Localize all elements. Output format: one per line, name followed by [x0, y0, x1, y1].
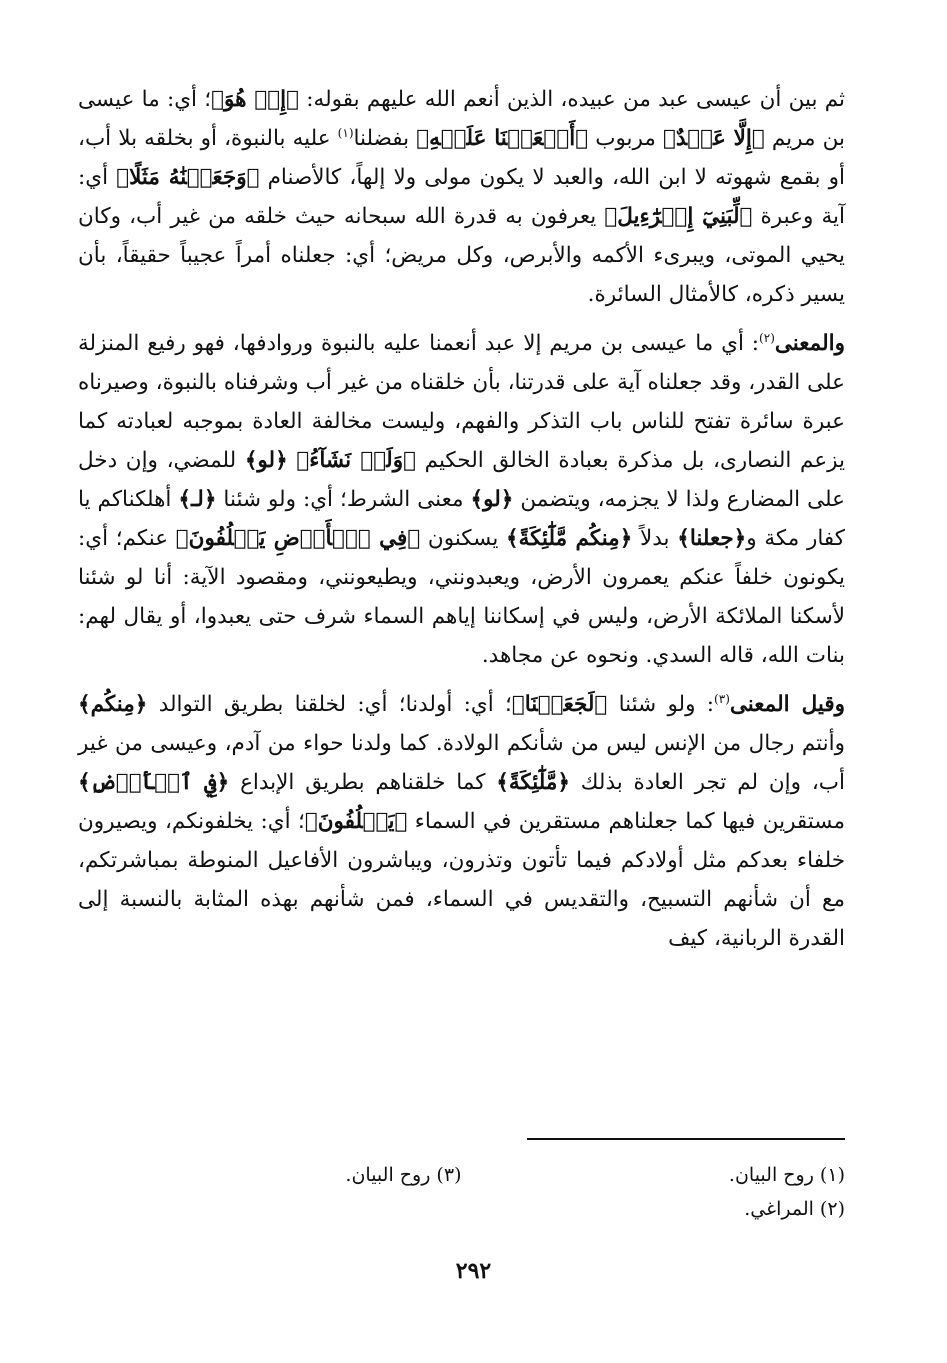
footnote-2: (٢) المراغي.: [744, 1198, 845, 1220]
quran-verse: ﴿لِّبَنِيٓ إِسۡرَٰٓءِيلَ﴾: [604, 204, 753, 229]
text-segment: يسكنون: [420, 526, 507, 551]
text-segment: بدلاً: [632, 526, 678, 551]
quran-verse: ﴿فِي ٱلۡأَرۡضِ يَخۡلُفُونَ﴾: [175, 526, 421, 551]
text-segment: وأنتم رجال من الإنس ليس من شأنكم الولادة. كما ولدنا حواء من آدم، وعيسى من غير أب، وإن لم تجر العادة بذلك: [78, 731, 845, 795]
text-segment: ثم بين أن عيسى عبد من عبيده، الذين أنعم الله عليهم بقوله:: [299, 87, 845, 112]
footnote-reference: (١): [337, 125, 354, 140]
quran-verse: ﴿يَخۡلُفُونَ﴾: [304, 809, 408, 834]
quran-verse: ﴿لو﴾: [244, 448, 288, 473]
footnotes: [78, 1158, 845, 1226]
footnote-divider: [527, 1138, 845, 1140]
text-segment: أهلكناكم يا كفار مكة و: [78, 487, 846, 551]
quran-verse: ﴿مِنكُم﴾: [78, 692, 148, 717]
text-segment: ؛ أي: ما عيسى بن مريم: [78, 87, 845, 151]
footnote-1: (١) روح البيان.: [728, 1164, 845, 1186]
quran-verse: ﴿مَّلَٰٓئِكَةً﴾: [496, 770, 570, 795]
footnote-reference: (٣): [714, 691, 730, 706]
paragraph-3: [78, 685, 845, 958]
quran-verse: ﴿مِنكُم مَّلَٰٓئِكَةً﴾: [506, 526, 633, 551]
text-segment: مستقرين فيها كما جعلناهم مستقرين في السماء: [407, 809, 845, 834]
text-segment: مربوب: [588, 126, 664, 151]
text-segment: للمضي، وإن دخل على المضارع ولذا لا يجزمه، ويتضمن: [78, 448, 845, 512]
text-segment: عليه بالنبوة، أو بخلقه بلا أب، أو بقمع شهوته لا ابن الله، والعبد لا يكون مولى ولا إلهاً، كالأصنام: [78, 126, 845, 190]
text-segment: بفضلنا: [353, 126, 417, 151]
quran-verse: ﴿فِي ٱلۡأَرۡضِ﴾: [78, 770, 230, 795]
text-segment: ؛ أي: أولدنا؛ أي: لخلقنا بطريق التوالد: [147, 692, 512, 717]
footnote-reference: (٢): [759, 330, 775, 345]
page-number: ٢٩٢: [455, 1258, 492, 1284]
quran-verse: ﴿أَنۡعَمۡنَا عَلَيۡهِ﴾: [416, 126, 589, 151]
quran-verse: ﴿جعلنا﴾: [677, 526, 747, 551]
quran-verse: ﴿إِلَّا عَبۡدٌ﴾: [663, 126, 765, 151]
paragraph-2: [78, 324, 845, 675]
text-segment: كما خلقناهم بطريق الإبداع: [229, 770, 497, 795]
quran-verse: ﴿لَجَعَلۡنَا﴾: [511, 692, 608, 717]
text-segment: يعرفون به قدرة الله سبحانه حيث خلقه من غير أب، وكان يحيي الموتى، ويبرىء الأكمه والأبرص، وكل مريض؛ أي: جعلناه أمراً عجيباً حقيقاً، بأن يسير ذكره، كالأمثال السائرة.: [78, 204, 845, 307]
footnotes-column-left: [78, 1158, 462, 1226]
quran-verse: ﴿لـ﴾: [178, 487, 217, 512]
paragraph-1: [78, 80, 845, 314]
quran-verse: ﴿وَلَوۡ نَشَآءُ﴾: [296, 448, 416, 473]
text-segment: : أي ما عيسى بن مريم إلا عبد أنعمنا عليه بالنبوة وروادفها، فهو رفيع المنزلة على القدر، وقد جعلناه آية على قدرتنا، بأن خلقناه من غير أب وشرفناه بالنبوة، وصيرناه عبرة سائرة تفتح للناس باب التذكر والفهم، وليست مخالفة العادة بموجبه لعبادته كما يزعم النصارى، بل مذكرة بعبادة الخالق الحكيم: [78, 331, 845, 473]
quran-verse: ﴿لو﴾: [470, 487, 514, 512]
footnotes-column-right: [462, 1158, 846, 1226]
paragraph-lead: وقيل المعنى: [729, 692, 845, 717]
quran-verse: ﴿إِنۡ هُوَ﴾: [211, 87, 300, 112]
text-segment: معنى الشرط؛ أي: ولو شئنا: [216, 487, 471, 512]
body-text: [78, 80, 845, 958]
text-segment: عنكم؛ أي: يكونون خلفاً عنكم يعمرون الأرض، ويعبدونني، ويطيعونني، ومقصود الآية: أنا لو شئنا لأسكنا الملائكة الأرض، وليس في إسكاننا إياهم السماء شرف حتى يعبدوا، أو يقال لهم: بنات الله، قاله السدي. ونحوه عن مجاهد.: [78, 526, 845, 668]
paragraph-lead: والمعنى: [774, 331, 845, 356]
text-segment: أي: آية وعبرة: [78, 165, 845, 229]
text-segment: : ولو شئنا: [607, 692, 715, 717]
quran-verse: ﴿وَجَعَلۡنَٰهُ مَثَلًا﴾: [116, 165, 260, 190]
text-segment: ؛ أي: يخلفونكم، ويصيرون خلفاء بعدكم مثل أولادكم فيما تأتون وتذرون، ويباشرون الأفاعيل المنوطة بمباشرتكم، مع أن شأنهم التسبيح، والتقديس في السماء، فمن شأنهم بهذه المثابة بالنسبة إلى القدرة الربانية، كيف: [78, 809, 845, 951]
footnote-3: (٣) روح البيان.: [345, 1164, 462, 1186]
